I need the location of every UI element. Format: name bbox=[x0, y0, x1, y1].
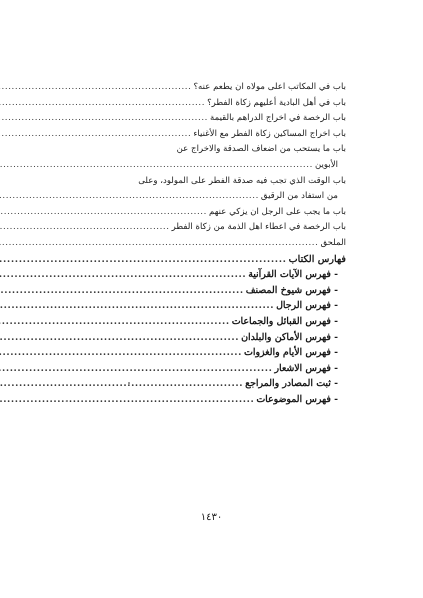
dot-leader bbox=[0, 314, 232, 330]
toc-entry bbox=[81, 220, 346, 236]
toc-entry bbox=[81, 174, 346, 190]
scan-speck bbox=[128, 382, 130, 384]
dot-leader bbox=[0, 205, 209, 221]
toc-entry bbox=[81, 205, 346, 221]
dot-leader bbox=[0, 96, 207, 112]
toc-entry-title: - ثبت المصادر والمراجع bbox=[245, 376, 346, 392]
toc-entry bbox=[81, 80, 346, 96]
toc-entry bbox=[81, 236, 346, 252]
toc-entry-title: باب اخراج المساكين زكاة الفطر مع الأغنياء bbox=[193, 128, 346, 139]
toc-entry-title: - فهرس القبائل والجماعات bbox=[232, 314, 346, 330]
toc-entry bbox=[81, 392, 346, 408]
toc-entry-title: باب في المكاتب اعلى مولاه ان يطعم عنه؟ bbox=[193, 82, 346, 92]
scan-speck bbox=[66, 400, 68, 402]
dot-leader bbox=[0, 236, 320, 252]
toc-entry-title: باب الرخصة في اخراج الدراهم بالقيمة bbox=[210, 113, 346, 124]
toc-entry-title: - فهرس الرجال bbox=[276, 298, 346, 314]
dot-leader bbox=[0, 345, 244, 361]
toc-entry-title: باب الوقت الذي تجب فيه صدقة الفطر على المولود، وعلى bbox=[138, 175, 346, 186]
toc-entry-title: - فهرس الموضوعات bbox=[256, 392, 346, 408]
toc-entry-title: باب في أهل البادية أعليهم زكاة الفطر؟ bbox=[207, 97, 346, 108]
toc-entry bbox=[81, 330, 346, 346]
toc-entry bbox=[81, 345, 346, 361]
dot-leader bbox=[0, 283, 246, 299]
toc-entry bbox=[81, 283, 346, 299]
toc-entry-title: - فهرس الاشعار bbox=[274, 361, 346, 377]
table-of-contents bbox=[81, 80, 346, 407]
dot-leader bbox=[0, 361, 274, 377]
dot-leader bbox=[0, 220, 172, 236]
dot-leader bbox=[0, 158, 315, 174]
page-number: ١٤٣٠ bbox=[200, 512, 223, 523]
toc-entry-title: الأبوين bbox=[314, 159, 338, 170]
toc-entry-title: - فهرس الآيات القرآنية bbox=[248, 267, 346, 283]
toc-entry bbox=[81, 127, 346, 143]
toc-entry bbox=[81, 267, 346, 283]
toc-entry bbox=[81, 252, 346, 268]
dot-leader bbox=[0, 252, 289, 268]
toc-entry bbox=[81, 96, 346, 112]
dot-leader bbox=[0, 127, 193, 143]
toc-entry bbox=[81, 189, 346, 205]
toc-entry bbox=[81, 298, 346, 314]
toc-entry-title: باب الرخصة في اعطاء اهل الذمة من زكاة الفطر bbox=[171, 222, 346, 233]
toc-entry-title: الملحق bbox=[320, 237, 346, 248]
toc-entry bbox=[81, 376, 346, 392]
dot-leader bbox=[0, 298, 276, 314]
dot-leader bbox=[0, 376, 245, 392]
toc-entry bbox=[81, 361, 346, 377]
toc-entry-title: فهارس الكتاب bbox=[288, 253, 346, 265]
toc-entry-title: - فهرس الأماكن والبلدان bbox=[241, 330, 346, 346]
dot-leader bbox=[0, 80, 193, 96]
dot-leader bbox=[0, 189, 261, 205]
toc-entry-title: من استفاد من الرقيق bbox=[260, 191, 338, 202]
toc-entry-title: باب ما يستحب من اضعاف الصدقة والاخراج عن bbox=[176, 144, 346, 155]
toc-entry bbox=[81, 111, 346, 127]
toc-entry bbox=[81, 314, 346, 330]
dot-leader bbox=[0, 330, 241, 346]
toc-entry bbox=[81, 158, 346, 174]
dot-leader bbox=[0, 111, 210, 127]
toc-entry bbox=[81, 142, 346, 158]
toc-entry-title: - فهرس شيوخ المصنف bbox=[246, 283, 346, 299]
toc-entry-title: باب ما يجب على الرجل ان يزكي عنهم bbox=[208, 206, 346, 217]
dot-leader bbox=[0, 392, 256, 408]
dot-leader bbox=[0, 267, 248, 283]
toc-entry-title: - فهرس الأيام والغزوات bbox=[244, 345, 346, 361]
